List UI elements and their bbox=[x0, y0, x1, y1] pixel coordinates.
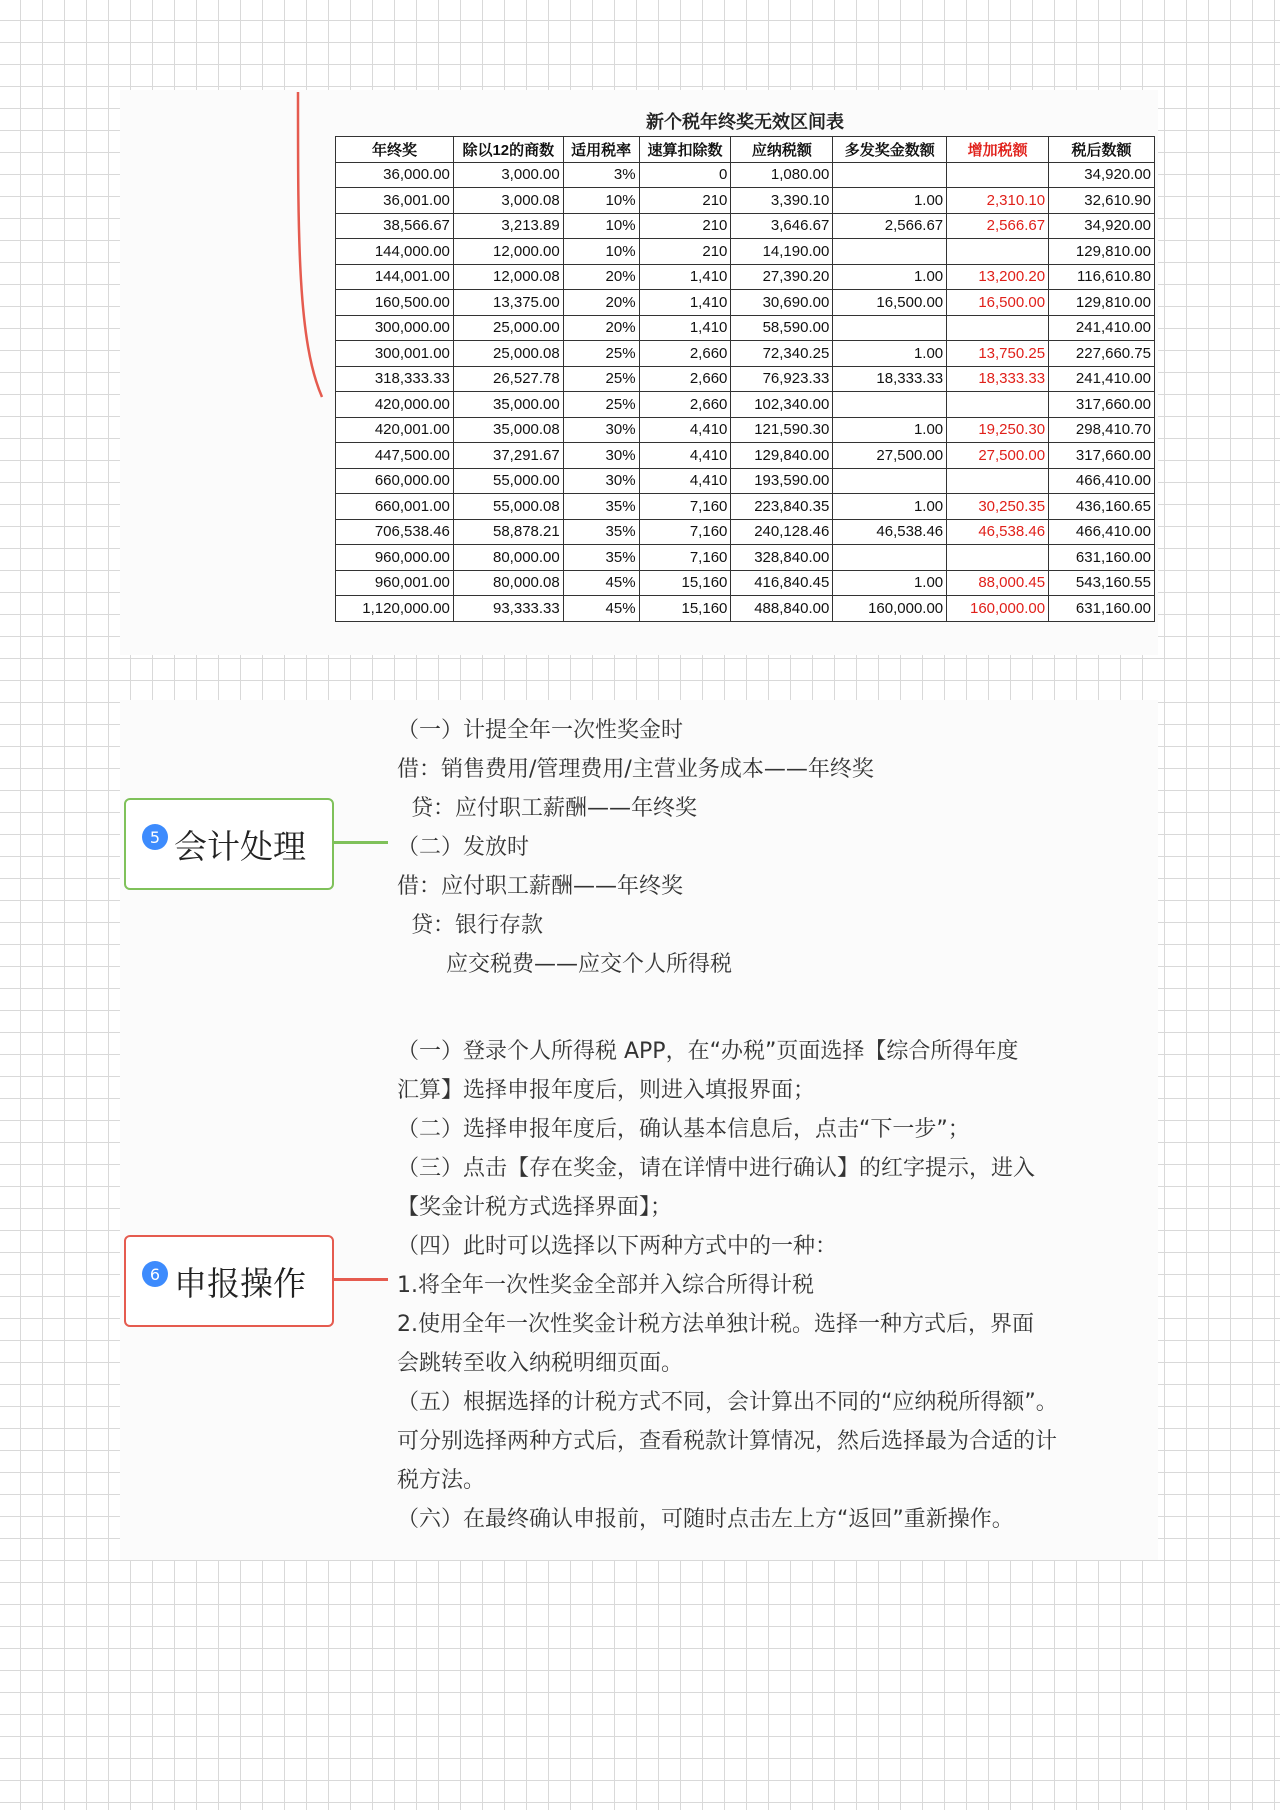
table-cell: 72,340.25 bbox=[731, 341, 833, 367]
filing-line: （三）点击【存在奖金，请在详情中进行确认】的红字提示，进入 bbox=[397, 1156, 1036, 1181]
table-cell: 35,000.00 bbox=[453, 392, 563, 418]
table-body bbox=[336, 162, 1155, 621]
table-cell: 1.00 bbox=[833, 494, 947, 520]
filing-line: （二）选择申报年度后，确认基本信息后，点击“下一步”； bbox=[397, 1117, 970, 1142]
table-cell: 88,000.45 bbox=[947, 570, 1049, 596]
filing-line: 2.使用全年一次性奖金计税方法单独计税。选择一种方式后，界面 bbox=[397, 1312, 1034, 1337]
table-cell: 7,160 bbox=[639, 545, 731, 571]
table-cell: 328,840.00 bbox=[731, 545, 833, 571]
table-cell: 318,333.33 bbox=[336, 366, 454, 392]
node-filing-label: 申报操作 bbox=[174, 1263, 306, 1303]
table-cell: 13,200.20 bbox=[947, 264, 1049, 290]
table-cell: 4,410 bbox=[639, 468, 731, 494]
table-cell: 35% bbox=[563, 545, 639, 571]
table-cell: 240,128.46 bbox=[731, 519, 833, 545]
table-row bbox=[336, 162, 1155, 188]
table-row bbox=[336, 417, 1155, 443]
table-row bbox=[336, 290, 1155, 316]
table-cell: 25% bbox=[563, 392, 639, 418]
table-cell: 241,410.00 bbox=[1049, 366, 1155, 392]
node-filing[interactable] bbox=[124, 1235, 334, 1327]
accounting-line: 应交税费——应交个人所得税 bbox=[397, 952, 732, 977]
table-cell: 436,160.65 bbox=[1049, 494, 1155, 520]
node-accounting-label: 会计处理 bbox=[174, 826, 306, 866]
table-cell: 2,660 bbox=[639, 341, 731, 367]
red-connector-curve bbox=[296, 92, 326, 402]
table-cell: 35,000.08 bbox=[453, 417, 563, 443]
table-cell: 1,080.00 bbox=[731, 162, 833, 188]
table-cell: 14,190.00 bbox=[731, 239, 833, 265]
filing-line: （五）根据选择的计税方式不同，会计算出不同的“应纳税所得额”。 bbox=[397, 1390, 1058, 1415]
table-cell: 420,001.00 bbox=[336, 417, 454, 443]
table-cell: 18,333.33 bbox=[947, 366, 1049, 392]
filing-line: 汇算】选择申报年度后，则进入填报界面； bbox=[397, 1078, 816, 1103]
table-cell: 36,000.00 bbox=[336, 162, 454, 188]
table-row bbox=[336, 519, 1155, 545]
table-cell: 447,500.00 bbox=[336, 443, 454, 469]
table-cell: 25% bbox=[563, 341, 639, 367]
table-cell bbox=[947, 239, 1049, 265]
table-cell: 706,538.46 bbox=[336, 519, 454, 545]
table-cell: 210 bbox=[639, 213, 731, 239]
table-cell: 223,840.35 bbox=[731, 494, 833, 520]
tax-table bbox=[335, 136, 1155, 622]
table-cell: 144,001.00 bbox=[336, 264, 454, 290]
table-cell: 16,500.00 bbox=[833, 290, 947, 316]
table-cell: 160,500.00 bbox=[336, 290, 454, 316]
table-cell: 3,000.08 bbox=[453, 188, 563, 214]
filing-line: 税方法。 bbox=[397, 1468, 486, 1493]
column-header: 年终奖 bbox=[336, 137, 454, 163]
filing-line: 会跳转至收入纳税明细页面。 bbox=[397, 1351, 684, 1376]
accounting-line: 借：应付职工薪酬——年终奖 bbox=[397, 874, 684, 899]
table-cell bbox=[833, 468, 947, 494]
table-row bbox=[336, 213, 1155, 239]
table-cell: 46,538.46 bbox=[947, 519, 1049, 545]
table-cell: 129,810.00 bbox=[1049, 239, 1155, 265]
column-header: 除以12的商数 bbox=[453, 137, 563, 163]
table-row bbox=[336, 443, 1155, 469]
table-cell: 3,390.10 bbox=[731, 188, 833, 214]
table-cell: 13,375.00 bbox=[453, 290, 563, 316]
table-row bbox=[336, 188, 1155, 214]
table-cell: 3,646.67 bbox=[731, 213, 833, 239]
table-cell: 37,291.67 bbox=[453, 443, 563, 469]
table-cell: 25% bbox=[563, 366, 639, 392]
table-cell: 2,660 bbox=[639, 366, 731, 392]
table-cell: 466,410.00 bbox=[1049, 468, 1155, 494]
column-header: 多发奖金数额 bbox=[833, 137, 947, 163]
accounting-line: 贷：应付职工薪酬——年终奖 bbox=[397, 796, 697, 821]
table-row bbox=[336, 315, 1155, 341]
table-cell: 317,660.00 bbox=[1049, 443, 1155, 469]
table-cell: 19,250.30 bbox=[947, 417, 1049, 443]
table-row bbox=[336, 366, 1155, 392]
table-row bbox=[336, 596, 1155, 622]
filing-line: （四）此时可以选择以下两种方式中的一种： bbox=[397, 1234, 838, 1259]
table-cell: 27,500.00 bbox=[833, 443, 947, 469]
table-row bbox=[336, 570, 1155, 596]
table-cell: 12,000.08 bbox=[453, 264, 563, 290]
table-cell: 420,000.00 bbox=[336, 392, 454, 418]
table-cell: 3,000.00 bbox=[453, 162, 563, 188]
table-cell: 4,410 bbox=[639, 417, 731, 443]
table-cell: 27,390.20 bbox=[731, 264, 833, 290]
accounting-line: （二）发放时 bbox=[397, 835, 530, 860]
node-accounting[interactable] bbox=[124, 798, 334, 890]
table-cell: 13,750.25 bbox=[947, 341, 1049, 367]
accounting-text bbox=[397, 711, 874, 984]
table-cell bbox=[833, 545, 947, 571]
table-cell: 93,333.33 bbox=[453, 596, 563, 622]
table-cell: 35% bbox=[563, 519, 639, 545]
table-cell: 1.00 bbox=[833, 341, 947, 367]
table-cell: 12,000.00 bbox=[453, 239, 563, 265]
table-cell bbox=[947, 162, 1049, 188]
table-cell: 30,690.00 bbox=[731, 290, 833, 316]
green-connector bbox=[332, 841, 388, 844]
table-cell: 7,160 bbox=[639, 519, 731, 545]
badge-5: 5 bbox=[142, 824, 168, 850]
column-header: 速算扣除数 bbox=[639, 137, 731, 163]
table-cell: 1,410 bbox=[639, 315, 731, 341]
table-cell: 2,310.10 bbox=[947, 188, 1049, 214]
table-cell: 488,840.00 bbox=[731, 596, 833, 622]
filing-line: 1.将全年一次性奖金全部并入综合所得计税 bbox=[397, 1273, 814, 1298]
table-cell: 298,410.70 bbox=[1049, 417, 1155, 443]
filing-line: （一）登录个人所得税 APP，在“办税”页面选择【综合所得年度 bbox=[397, 1039, 1019, 1064]
table-cell: 543,160.55 bbox=[1049, 570, 1155, 596]
table-row bbox=[336, 264, 1155, 290]
table-cell: 20% bbox=[563, 315, 639, 341]
table-cell: 80,000.00 bbox=[453, 545, 563, 571]
table-row bbox=[336, 468, 1155, 494]
table-cell: 55,000.00 bbox=[453, 468, 563, 494]
table-cell: 631,160.00 bbox=[1049, 545, 1155, 571]
table-cell: 30% bbox=[563, 443, 639, 469]
table-cell: 30% bbox=[563, 468, 639, 494]
table-cell: 45% bbox=[563, 596, 639, 622]
table-cell: 27,500.00 bbox=[947, 443, 1049, 469]
table-cell: 46,538.46 bbox=[833, 519, 947, 545]
table-cell: 193,590.00 bbox=[731, 468, 833, 494]
column-header: 税后数额 bbox=[1049, 137, 1155, 163]
table-cell: 660,001.00 bbox=[336, 494, 454, 520]
column-header: 应纳税额 bbox=[731, 137, 833, 163]
table-cell bbox=[947, 315, 1049, 341]
table-cell: 35% bbox=[563, 494, 639, 520]
table-cell: 58,590.00 bbox=[731, 315, 833, 341]
table-cell: 15,160 bbox=[639, 596, 731, 622]
table-cell: 960,001.00 bbox=[336, 570, 454, 596]
column-header: 适用税率 bbox=[563, 137, 639, 163]
table-row bbox=[336, 341, 1155, 367]
filing-line: （六）在最终确认申报前，可随时点击左上方“返回”重新操作。 bbox=[397, 1507, 1014, 1532]
table-cell: 160,000.00 bbox=[947, 596, 1049, 622]
badge-6: 6 bbox=[142, 1261, 168, 1287]
table-cell: 16,500.00 bbox=[947, 290, 1049, 316]
table-cell: 317,660.00 bbox=[1049, 392, 1155, 418]
table-cell: 25,000.00 bbox=[453, 315, 563, 341]
table-cell: 10% bbox=[563, 188, 639, 214]
table-cell: 102,340.00 bbox=[731, 392, 833, 418]
table-cell: 32,610.90 bbox=[1049, 188, 1155, 214]
table-header-row bbox=[336, 137, 1155, 163]
table-cell: 1,410 bbox=[639, 290, 731, 316]
table-cell: 300,000.00 bbox=[336, 315, 454, 341]
table-cell: 300,001.00 bbox=[336, 341, 454, 367]
table-cell: 10% bbox=[563, 239, 639, 265]
table-cell: 160,000.00 bbox=[833, 596, 947, 622]
table-cell bbox=[947, 392, 1049, 418]
column-header: 增加税额 bbox=[947, 137, 1049, 163]
table-cell: 3% bbox=[563, 162, 639, 188]
table-cell: 10% bbox=[563, 213, 639, 239]
table-cell: 1.00 bbox=[833, 264, 947, 290]
table-cell: 129,810.00 bbox=[1049, 290, 1155, 316]
table-cell: 2,566.67 bbox=[947, 213, 1049, 239]
table-cell: 30,250.35 bbox=[947, 494, 1049, 520]
table-cell: 30% bbox=[563, 417, 639, 443]
table-cell: 1,120,000.00 bbox=[336, 596, 454, 622]
table-cell bbox=[947, 468, 1049, 494]
table-cell: 116,610.80 bbox=[1049, 264, 1155, 290]
table-row bbox=[336, 392, 1155, 418]
table-cell: 36,001.00 bbox=[336, 188, 454, 214]
table-cell: 58,878.21 bbox=[453, 519, 563, 545]
accounting-line: （一）计提全年一次性奖金时 bbox=[397, 718, 684, 743]
table-cell: 416,840.45 bbox=[731, 570, 833, 596]
table-cell: 121,590.30 bbox=[731, 417, 833, 443]
table-cell bbox=[833, 315, 947, 341]
filing-line: 【奖金计税方式选择界面】； bbox=[397, 1195, 673, 1220]
table-cell: 2,660 bbox=[639, 392, 731, 418]
accounting-line: 借：销售费用/管理费用/主营业务成本——年终奖 bbox=[397, 757, 874, 782]
table-row bbox=[336, 545, 1155, 571]
table-cell: 1.00 bbox=[833, 570, 947, 596]
table-cell: 1,410 bbox=[639, 264, 731, 290]
table-cell: 7,160 bbox=[639, 494, 731, 520]
table-cell: 3,213.89 bbox=[453, 213, 563, 239]
table-cell: 15,160 bbox=[639, 570, 731, 596]
table-cell: 20% bbox=[563, 264, 639, 290]
table-cell: 34,920.00 bbox=[1049, 213, 1155, 239]
table-cell: 1.00 bbox=[833, 417, 947, 443]
table-cell: 34,920.00 bbox=[1049, 162, 1155, 188]
table-cell: 55,000.08 bbox=[453, 494, 563, 520]
table-cell: 4,410 bbox=[639, 443, 731, 469]
table-cell: 631,160.00 bbox=[1049, 596, 1155, 622]
table-cell: 129,840.00 bbox=[731, 443, 833, 469]
red-connector bbox=[332, 1278, 388, 1281]
table-cell: 466,410.00 bbox=[1049, 519, 1155, 545]
table-cell: 241,410.00 bbox=[1049, 315, 1155, 341]
table-cell: 0 bbox=[639, 162, 731, 188]
accounting-line: 贷：银行存款 bbox=[397, 913, 543, 938]
table-cell: 210 bbox=[639, 239, 731, 265]
table-cell: 76,923.33 bbox=[731, 366, 833, 392]
table-cell bbox=[833, 162, 947, 188]
table-cell bbox=[833, 392, 947, 418]
table-cell: 26,527.78 bbox=[453, 366, 563, 392]
table-cell: 144,000.00 bbox=[336, 239, 454, 265]
table-cell: 960,000.00 bbox=[336, 545, 454, 571]
table-row bbox=[336, 494, 1155, 520]
table-cell: 660,000.00 bbox=[336, 468, 454, 494]
table-title: 新个税年终奖无效区间表 bbox=[646, 112, 844, 133]
tax-table-wrap bbox=[335, 110, 1155, 622]
table-cell: 18,333.33 bbox=[833, 366, 947, 392]
table-row bbox=[336, 239, 1155, 265]
filing-text bbox=[397, 1032, 1058, 1539]
table-cell: 20% bbox=[563, 290, 639, 316]
table-cell: 38,566.67 bbox=[336, 213, 454, 239]
table-cell: 45% bbox=[563, 570, 639, 596]
table-cell: 227,660.75 bbox=[1049, 341, 1155, 367]
table-cell: 2,566.67 bbox=[833, 213, 947, 239]
filing-line: 可分别选择两种方式后，查看税款计算情况，然后选择最为合适的计 bbox=[397, 1429, 1058, 1454]
table-cell: 80,000.08 bbox=[453, 570, 563, 596]
table-cell: 1.00 bbox=[833, 188, 947, 214]
table-cell bbox=[833, 239, 947, 265]
table-cell: 25,000.08 bbox=[453, 341, 563, 367]
table-cell: 210 bbox=[639, 188, 731, 214]
table-cell bbox=[947, 545, 1049, 571]
